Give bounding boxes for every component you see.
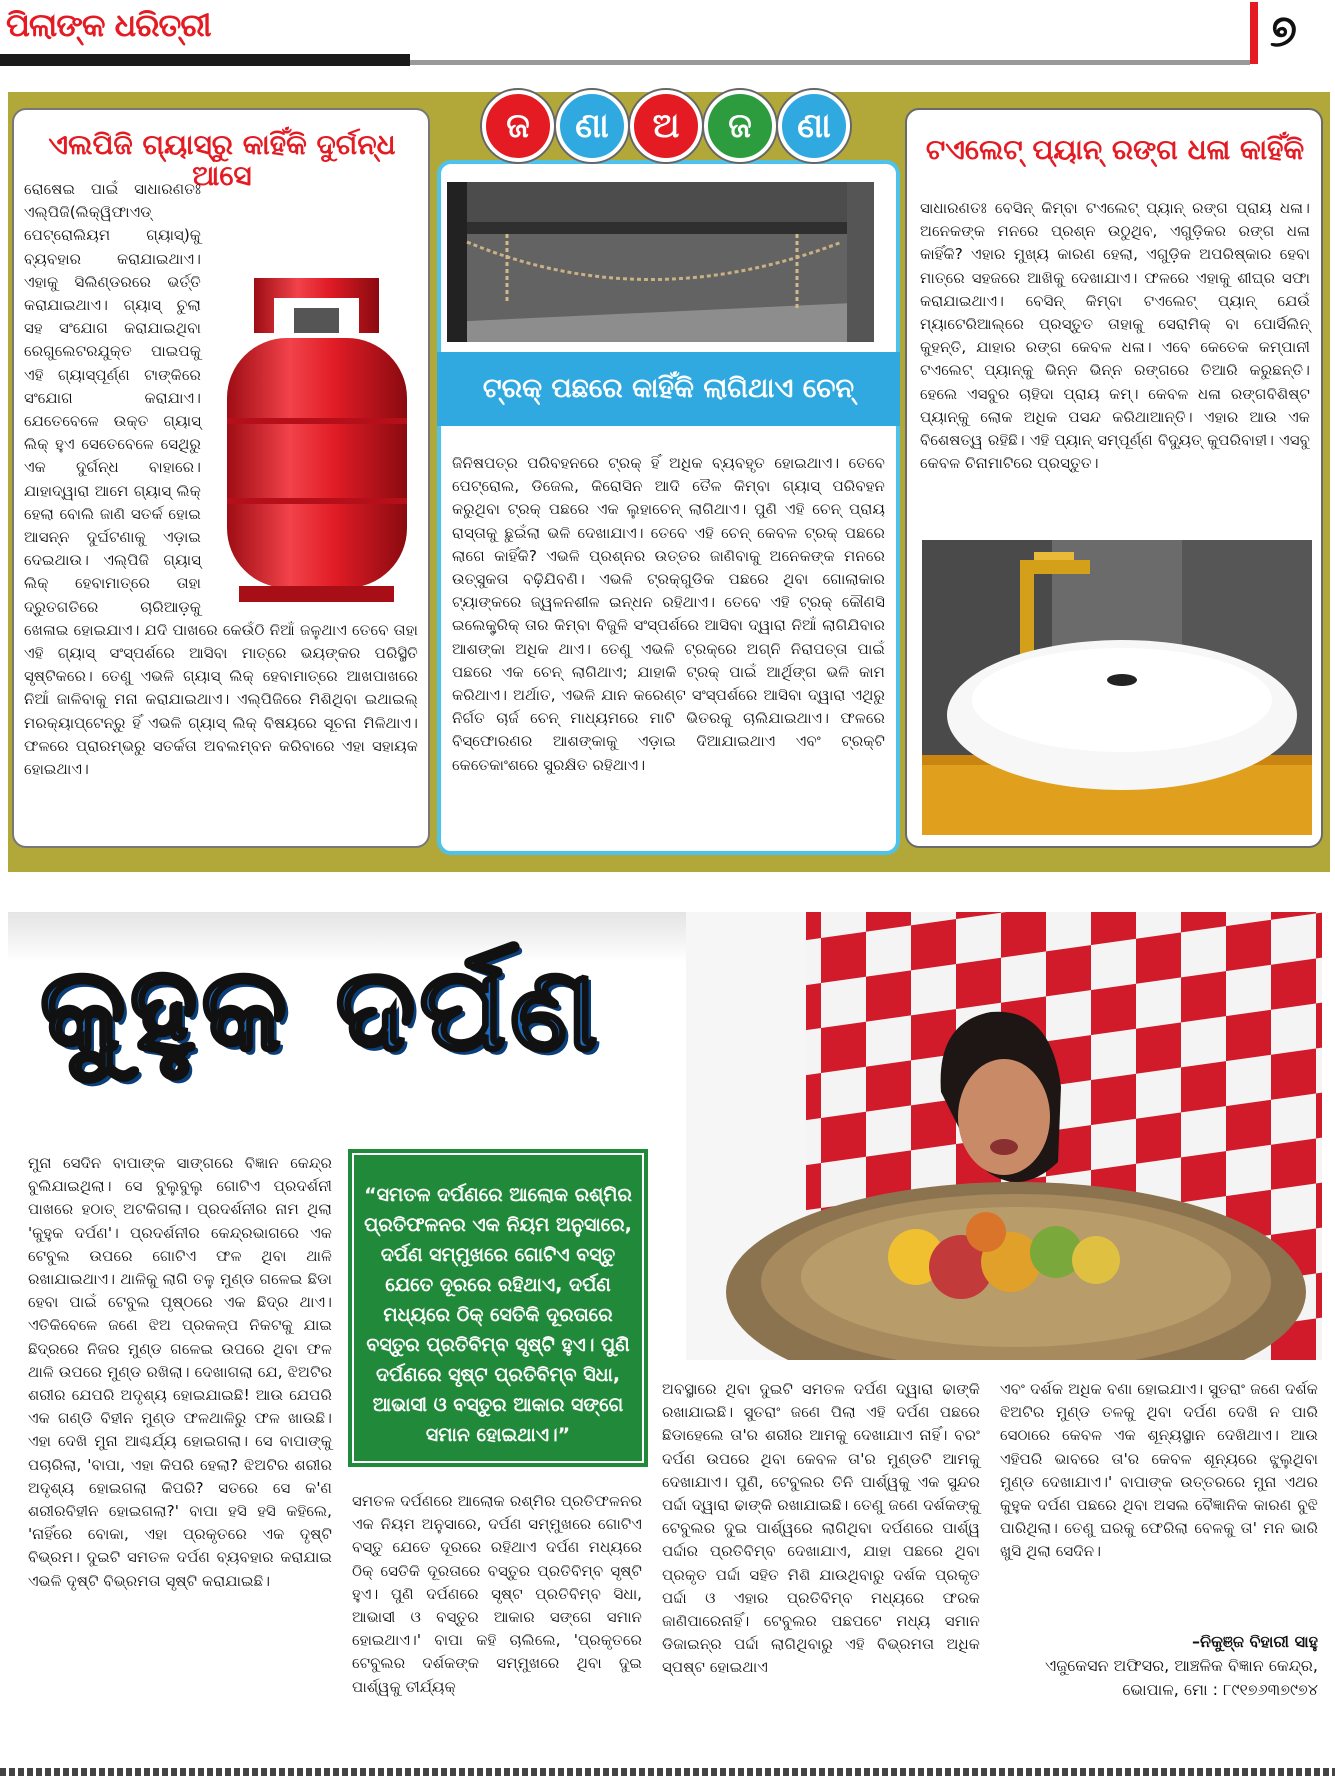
masthead-red-bar [1250, 2, 1258, 64]
byline-name: –ନିକୁଞ୍ଜ ବିହାରୀ ସାହୁ [1192, 1632, 1318, 1651]
kuhuka-column-2: ସମତଳ ଦର୍ପଣରେ ଆଲୋକ ରଶ୍ମିର ପ୍ରତିଫଳନର ଏକ ନିୟମ ଅନୁସାରେ, ଦର୍ପଣ ସମ୍ମୁଖରେ ଗୋଟିଏ ବସ୍ତୁ ଯେତେ ଦୂରରେ ରହିଥାଏ ଦର୍ପଣ ମଧ୍ୟରେ ଠିକ୍ ସେତିକି ଦୂରତାରେ ବସ୍ତୁର ପ୍ରତିବିମ୍ବ ସୃଷ୍ଟି ହୁଏ। ପୁଣି ଦର୍ପଣରେ ସୃଷ୍ଟ ପ୍ରତିବିମ୍ବ ସିଧା, ଆଭାସୀ ଓ ବସ୍ତୁର ଆକାର ସଙ୍ଗେ ସମାନ ହୋଇଥାଏ।' ବାପା କହି ଚାଲିଲେ, 'ପ୍ରକୃତରେ ଟେବୁଲର ଦର୍ଶକଙ୍କ ସମ୍ମୁଖରେ ଥିବା ଦୁଇ ପାର୍ଶ୍ୱକୁ ତୀର୍ଯ୍ୟକ୍ [352, 1492, 642, 1696]
gas-cylinder-photo [209, 268, 424, 608]
byline-role: ଏଜୁକେସନ ଅଫିସର, ଆଞ୍ଚଳିକ ବିଜ୍ଞାନ କେନ୍ଦ୍ର, [1044, 1656, 1318, 1675]
page-number: ୭ [1270, 6, 1297, 57]
kuhuka-column-1: ମୁନା ସେଦିନ ବାପାଙ୍କ ସାଙ୍ଗରେ ବିଜ୍ଞାନ କେନ୍ଦ୍ର ବୁଲିଯାଇଥିଲା। ସେ ବୁଲୁବୁଲୁ ଗୋଟିଏ ପ୍ରଦର୍ଶନୀ ପାଖରେ ହଠାତ୍ ଅଟକିଗଲା। ପ୍ରଦର୍ଶନୀର ନାମ ଥିଲା 'କୁହୁକ ଦର୍ପଣ'। ପ୍ରଦର୍ଶନୀର କେନ୍ଦ୍ରଭାଗରେ ଏକ ଟେବୁଲ ଉପରେ ଗୋଟିଏ ଫଳ ଥିବା ଥାଳି ରଖାଯାଇଥାଏ। ଥାଳିକୁ ଲାଗି ତଳୁ ମୁଣ୍ଡ ଗଳେଇ ଛିଡା ହେବା ପାଇଁ ଟେବୁଲ ପୃଷ୍ଠରେ ଏକ ଛିଦ୍ର ଥାଏ। ଏତିକିବେଳେ ଜଣେ ଝିଅ ପ୍ରକଳ୍ପ ନିକଟକୁ ଯାଇ ଛିଦ୍ରରେ ନିଜର ମୁଣ୍ଡ ଗଳେଇ ଉପରେ ଥିବା ଫଳ ଥାଳି ଉପରେ ମୁଣ୍ଡ ରଖିଲା। ଦେଖାଗଲା ଯେ, ଝିଅଟିର ଶରୀର ଯେପରି ଅଦୃଶ୍ୟ ହୋଇଯାଇଛି! ଆଉ ଯେପରି ଏକ ଗଣ୍ଡି ବିହୀନ ମୁଣ୍ଡ ଫଳଥାଳିରୁ ଫଳ ଖାଉଛି। ଏହା ଦେଖି ମୁନା ଆଶ୍ଚର୍ଯ୍ୟ ହୋଇଗଲା। ସେ ବାପାଙ୍କୁ ପଚାରିଲା, 'ବାପା, ଏହା କିପରି ହେଲା? ଝିଅଟିର ଶରୀର ଅଦୃଶ୍ୟ ହୋଇଗଲା କିପରି? ସତରେ ସେ କ'ଣ ଶରୀରବିହୀନ ହୋଇଗଲା?' ବାପା ହସି ହସି କହିଲେ, 'ନାହିଁରେ ବୋକା, ଏହା ପ୍ରକୃତରେ ଏକ ଦୃଷ୍ଟି ବିଭ୍ରମ। ଦୁଇଟି ସମତଳ ଦର୍ପଣ ବ୍ୟବହାର କରାଯାଇ ଏଭଳି ଦୃଷ୍ଟି ବିଭ୍ରମତା ସୃଷ୍ଟି କରାଯାଇଛି। [28, 1154, 332, 1590]
kuhuka-column-3: ଅବସ୍ଥାରେ ଥିବା ଦୁଇଟି ସମତଳ ଦର୍ପଣ ଦ୍ୱାରା ଢାଙ୍କି ରଖାଯାଇଛି। ସୁତରାଂ ଜଣେ ପିଲା ଏହି ଦର୍ପଣ ପଛରେ ଛିଡାହେଲେ ତା'ର ଶରୀର ଆମକୁ ଦେଖାଯାଏ ନାହିଁ। ବରଂ ଦର୍ପଣ ଉପରେ ଥିବା କେବଳ ତା'ର ମୁଣ୍ଡଟି ଆମକୁ ଦେଖାଯାଏ। ପୁଣି, ଟେବୁଲର ତିନି ପାର୍ଶ୍ୱକୁ ଏକ ସୁନ୍ଦର ପର୍ଦ୍ଦା ଦ୍ୱାରା ଢାଙ୍କି ରଖାଯାଇଛି। ତେଣୁ ଜଣେ ଦର୍ଶକଙ୍କୁ ଟେବୁଲର ଦୁଇ ପାର୍ଶ୍ୱରେ ଲାଗିଥିବା ଦର୍ପଣରେ ପାର୍ଶ୍ୱ ପର୍ଦ୍ଦାର ପ୍ରତିବିମ୍ବ ଦେଖାଯାଏ, ଯାହା ପଛରେ ଥିବା ପ୍ରକୃତ ପର୍ଦ୍ଦା ସହିତ ମିଶି ଯାଉଥିବାରୁ ଦର୍ଶକ ପ୍ରକୃତ ପର୍ଦ୍ଦା ଓ ଏହାର ପ୍ରତିବିମ୍ବ ମଧ୍ୟରେ ଫରକ ଜାଣିପାରେନାହିଁ। ଟେବୁଲର ପଛପଟେ ମଧ୍ୟ ସମାନ ଡିଜାଇନ୍‌ର ପର୍ଦ୍ଦା ଲାଗିଥିବାରୁ ଏହି ବିଭ୍ରମତା ଅଧିକ ସ୍ପଷ୍ଟ ହୋଇଥାଏ [662, 1380, 980, 1677]
byline-place: ଭୋପାଳ, ମୋ : ୮୯୧୭୬୩୭୯୭୪ [1122, 1680, 1318, 1699]
toilet-title: ଟଏଲେଟ୍ ପ୍ୟାନ୍ ରଙ୍ଗ ଧଳା କାହିଁକି [925, 133, 1305, 166]
bottom-rule [0, 1768, 1335, 1776]
masthead-underline [0, 54, 410, 66]
jana-badge-2: ଣା [556, 90, 628, 162]
magic-mirror-photo [686, 912, 1322, 1360]
masthead [0, 0, 1335, 70]
truck-chain-photo [447, 182, 874, 342]
lpg-article [24, 178, 418, 818]
masthead-title: ପିଲାଙ୍କ ଧରିତ୍ରୀ [6, 6, 211, 44]
wash-basin-photo [922, 540, 1312, 835]
pull-quote: “ସମତଳ ଦର୍ପଣରେ ଆଲୋକ ରଶ୍ମିର ପ୍ରତିଫଳନର ଏକ ନିୟମ ଅନୁସାରେ, ଦର୍ପଣ ସମ୍ମୁଖରେ ଗୋଟିଏ ବସ୍ତୁ ଯେତେ ଦୂରରେ ରହିଥାଏ, ଦର୍ପଣ ମଧ୍ୟରେ ଠିକ୍ ସେତିକି ଦୂରତାରେ ବସ୍ତୁର ପ୍ରତିବିମ୍ବ ସୃଷ୍ଟି ହୁଏ। ପୁଣି ଦର୍ପଣରେ ସୃଷ୍ଟ ପ୍ରତିବିମ୍ବ ସିଧା, ଆଭାସୀ ଓ ବସ୍ତୁର ଆକାର ସଙ୍ଗେ ସମାନ ହୋଇଥାଏ।” [364, 1184, 632, 1446]
jana-badge-5: ଣା [778, 90, 850, 162]
truck-article: ଜିନିଷପତ୍ର ପରିବହନରେ ଟ୍ରକ୍ ହିଁ ଅଧିକ ବ୍ୟବହୃତ ହୋଇଥାଏ। ତେବେ ପେଟ୍ରୋଲ, ଡିଜେଲ, କିରୋସିନ ଆଦି ତୈଳ କିମ୍ବା ଗ୍ୟାସ୍ ପରିବହନ କରୁଥିବା ଟ୍ରକ୍ ପଛରେ ଏକ ଲୁହାଚେନ୍ ଲାଗିଥାଏ। ପୁଣି ଏହି ଚେନ୍ ପ୍ରାୟ ରାସ୍ତାକୁ ଛୁଇଁଲା ଭଳି ଦେଖାଯାଏ। ତେବେ ଏହି ଚେନ୍ କେବଳ ଟ୍ରକ୍ ପଛରେ ଲାଗେ କାହିଁକି? ଏଭଳି ପ୍ରଶ୍ନର ଉତ୍ତର ଜାଣିବାକୁ ଅନେକଙ୍କ ମନରେ ଉତ୍ସୁକତା ବଢ଼ିଯିବଣି। ଏଭଳି ଟ୍ରକ୍‌ଗୁଡିକ ପଛରେ ଥିବା ଗୋଲାକାର ଟ୍ୟାଙ୍କରେ ଜ୍ୱଳନଶୀଳ ଇନ୍ଧନ ରହିଥାଏ। ତେବେ ଏହି ଟ୍ରକ୍ କୌଣସି ଇଲେକ୍ଟ୍ରିକ୍ ତାର କିମ୍ବା ବିଜୁଳି ସଂସ୍ପର୍ଶରେ ଆସିବା ଦ୍ୱାରା ନିଆଁ ଲାଗିଯିବାର ଆଶଙ୍କା ଅଧିକ ଥାଏ। ତେଣୁ ଏଭଳି ଟ୍ରକ୍‌ରେ ଅଗ୍ନି ନିରାପତ୍ତା ପାଇଁ ପଛରେ ଏକ ଚେନ୍ ଲାଗିଥାଏ; ଯାହାକି ଟ୍ରକ୍ ପାଇଁ ଆର୍ଥିଙ୍ଗ ଭଳି କାମ କରିଥାଏ। ଅର୍ଥାତ, ଏଭଳି ଯାନ କରେଣ୍ଟ ସଂସ୍ପର୍ଶରେ ଆସିବା ଦ୍ୱାରା ଏଥିରୁ ନିର୍ଗତ ଚାର୍ଜ ଚେନ୍ ମାଧ୍ୟମରେ ମାଟି ଭିତରକୁ ଚାଲିଯାଇଥାଏ। ଫଳରେ ବିସ୍ଫୋରଣର ଆଶଙ୍କାକୁ ଏଡ଼ାଇ ଦିଆଯାଇଥାଏ ଏବଂ ଟ୍ରକ୍‌ଟି କେତେକାଂଶରେ ସୁରକ୍ଷିତ ରହିଥାଏ। [452, 454, 885, 774]
jana-badge-3: ଅ [630, 90, 702, 162]
masthead-rule [410, 60, 1250, 65]
jana-ajana-logo [482, 90, 852, 166]
jana-badge-4: ଜ [704, 90, 776, 162]
byline [1000, 1630, 1318, 1702]
truck-title: ଟ୍ରକ୍ ପଛରେ କାହିଁକି ଲାଗିଥାଏ ଚେନ୍ [437, 352, 900, 426]
lpg-title: ଏଲପିଜି ଗ୍ୟାସ୍‌ରୁ କାହିଁକି ଦୁର୍ଗନ୍ଧ ଆସେ [48, 128, 396, 192]
toilet-article: ସାଧାରଣତଃ ବେସିନ୍ କିମ୍ବା ଟଏଲେଟ୍ ପ୍ୟାନ୍ ରଙ୍ଗ ପ୍ରାୟ ଧଳା। ଅନେକଙ୍କ ମନରେ ପ୍ରଶ୍ନ ଉଠୁଥିବ, ଏଗୁଡ଼ିକର ରଙ୍ଗ ଧଳା କାହିଁକି? ଏହାର ମୁଖ୍ୟ କାରଣ ହେଲା, ଏଗୁଡ଼ିକ ଅପରିଷ୍କାର ହେବା ମାତ୍ରେ ସହଜରେ ଆଖିକୁ ଦେଖାଯାଏ। ଫଳରେ ଏହାକୁ ଶୀଘ୍ର ସଫା କରାଯାଇଥାଏ। ବେସିନ୍ କିମ୍ବା ଟଏଲେଟ୍ ପ୍ୟାନ୍ ଯେଉଁ ମ୍ୟାଟେରିଆଲ୍‌ରେ ପ୍ରସ୍ତୁତ ତାହାକୁ ସେରାମିକ୍ ବା ପୋର୍ସିଲିନ୍ କୁହନ୍ତି, ଯାହାର ରଙ୍ଗ କେବଳ ଧଳା। ଏବେ କେତେକ କମ୍ପାନୀ ଟଏଲେଟ୍ ପ୍ୟାନ୍‌କୁ ଭିନ୍ନ ଭିନ୍ନ ରଙ୍ଗରେ ତିଆରି କରୁଛନ୍ତି। ହେଲେ ଏସବୁର ଚାହିଦା ପ୍ରାୟ କମ୍। କେବଳ ଧଳା ରଙ୍ଗବିଶିଷ୍ଟ ପ୍ୟାନ୍‌କୁ ଲୋକ ଅଧିକ ପସନ୍ଦ କରିଥାଆନ୍ତି। ଏହାର ଆଉ ଏକ ବିଶେଷତ୍ୱ ରହିଛି। ଏହି ପ୍ୟାନ୍ ସମ୍ପୂର୍ଣ୍ଣ ବିଦ୍ୟୁତ୍ କୁପରିବାହୀ। ଏସବୁ କେବଳ ଚିନାମାଟିରେ ପ୍ରସ୍ତୁତ। [920, 199, 1310, 473]
jana-badge-1: ଜ [482, 90, 554, 162]
kuhuka-title: କୁହୁକ ଦର୍ପଣ [40, 942, 602, 1077]
lpg-body: ରୋଷେଇ ପାଇଁ ସାଧାରଣତଃ ଏଲ୍‌ପିଜି(ଲିକ୍ୱିଫାଏଡ୍ ପେଟ୍ରୋଲିୟମ ଗ୍ୟାସ୍)କୁ ବ୍ୟବହାର କରାଯାଇଥାଏ। ଏହାକୁ ସିଲିଣ୍ଡରରେ ଭର୍ତ୍ତି କରାଯାଇଥାଏ। ଗ୍ୟାସ୍ ଚୁଲା ସହ ସଂଯୋଗ କରାଯାଇଥିବା ରେଗୁଲେଟରଯୁକ୍ତ ପାଇପକୁ ଏହି ଗ୍ୟାସ୍‌ପୂର୍ଣ୍ଣ ଟାଙ୍କିରେ ସଂଯୋଗ କରାଯାଏ। ଯେତେବେଳେ ଉକ୍ତ ଗ୍ୟାସ୍ ଲିକ୍ ହୁଏ ସେତେବେଳେ ସେଥିରୁ ଏକ ଦୁର୍ଗନ୍ଧ ବାହାରେ। ଯାହାଦ୍ୱାରା ଆମେ ଗ୍ୟାସ୍ ଲିକ୍ ହେଲା ବୋଲି ଜାଣି ସତର୍କ ହୋଇ ଆସନ୍ନ ଦୁର୍ଘଟଣାକୁ ଏଡ଼ାଇ ଦେଇଥାଉ। ଏଲ୍‌ପିଜି ଗ୍ୟାସ୍ ଲିକ୍ ହେବାମାତ୍ରେ ତାହା ଦ୍ରୁତଗତିରେ ଚାରିଆଡ଼କୁ ଖେଳାଇ ହୋଇଯାଏ। ଯଦି ପାଖରେ କେଉଁଠି ନିଆଁ ଜଳୁଥାଏ ତେବେ ତାହା ଏହି ଗ୍ୟାସ୍ ସଂସ୍ପର୍ଶରେ ଆସିବା ମାତ୍ରେ ଭୟଙ୍କର ପରିସ୍ଥିତି ସୃଷ୍ଟିକରେ। ତେଣୁ ଏଭଳି ଗ୍ୟାସ୍ ଲିକ୍ ହେବାମାତ୍ରେ ଆଖପାଖରେ ନିଆଁ ଜାଳିବାକୁ ମନା କରାଯାଇଥାଏ। ଏଲ୍‌ପିଜିରେ ମିଶିଥିବା ଇଥାଇଲ୍ ମରକ୍ୟାପ୍‌ଟେନ୍‌ରୁ ହିଁ ଏଭଳି ଗ୍ୟାସ୍ ଲିକ୍ ବିଷୟରେ ସୂଚନା ମିଳିଥାଏ। ଫଳରେ ପ୍ରାରମ୍ଭରୁ ସତର୍କତା ଅବଲମ୍ବନ କରିବାରେ ଏହା ସହାୟକ ହୋଇଥାଏ। [24, 180, 418, 779]
kuhuka-column-4: ଏବଂ ଦର୍ଶକ ଅଧିକ ବଣା ହୋଇଯାଏ। ସୁତରାଂ ଜଣେ ଦର୍ଶକ ଝିଅଟିର ମୁଣ୍ଡ ତଳକୁ ଥିବା ଦର୍ପଣ ଦେଖି ନ ପାରି ସେଠାରେ କେବଳ ଏକ ଶୂନ୍ୟସ୍ଥାନ ଦେଖିଥାଏ। ଆଉ ଏହିପରି ଭାବରେ ତା'ର କେବଳ ଶୂନ୍ୟରେ ଝୁଲୁଥିବା ମୁଣ୍ଡ ଦେଖାଯାଏ।' ବାପାଙ୍କ ଉତ୍ତରରେ ମୁନା ଏଥର କୁହୁକ ଦର୍ପଣ ପଛରେ ଥିବା ଅସଲ ବୈଜ୍ଞାନିକ କାରଣ ବୁଝି ପାରିଥିଲା। ତେଣୁ ଘରକୁ ଫେରିଲା ବେଳକୁ ତା' ମନ ଭାରି ଖୁସି ଥିଲା ସେଦିନ। [1000, 1380, 1318, 1561]
